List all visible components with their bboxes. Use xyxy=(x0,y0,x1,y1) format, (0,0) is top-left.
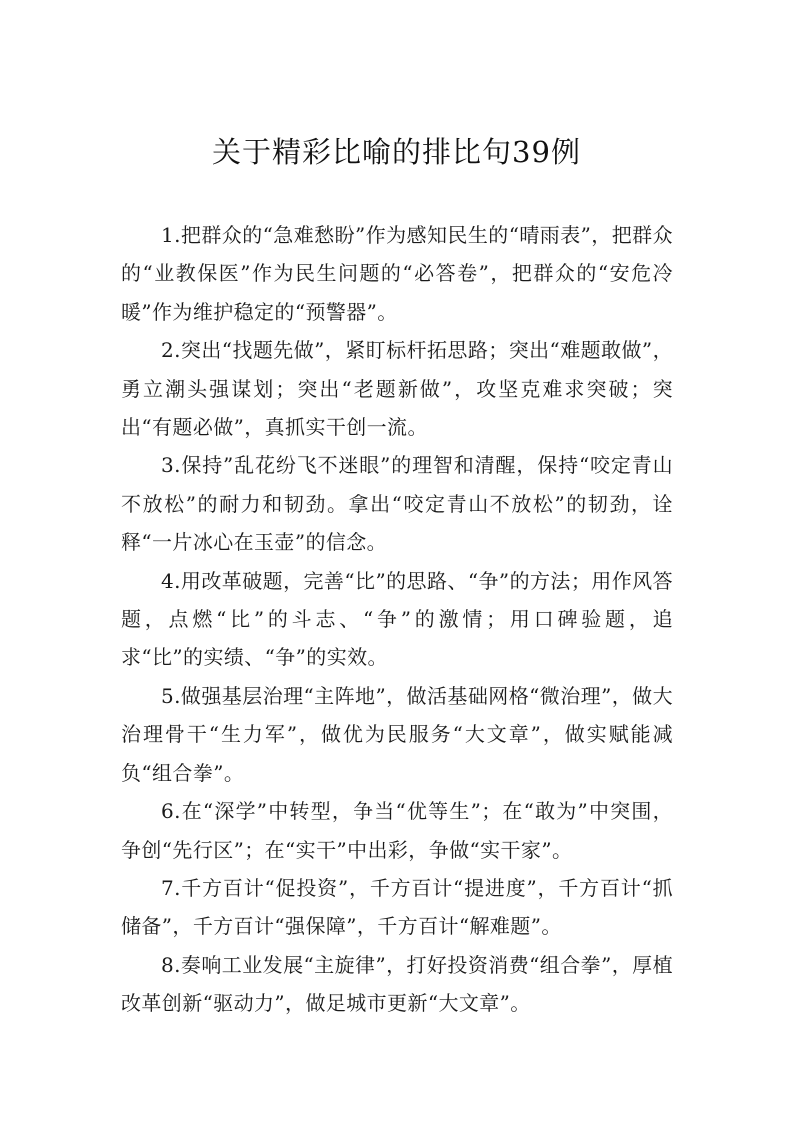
document-title: 关于精彩比喻的排比句39例 xyxy=(212,135,581,169)
paragraph-6: 6.在“深学”中转型，争当“优等生”；在“敢为”中突围，争创“先行区”；在“实干”中出彩，争做“实干家”。 xyxy=(121,799,673,862)
paragraph-8: 8.奏响工业发展“主旋律”，打好投资消费“组合拳”，厚植改革创新“驱动力”，做足城市更新“大文章”。 xyxy=(121,952,673,1016)
paragraph-3: 3.保持”乱花纷飞不迷眼”的理智和清醒，保持“咬定青山不放松”的耐力和韧劲。拿出“咬定青山不放松”的韧劲，诠释“一片冰心在玉壶”的信念。 xyxy=(121,453,673,555)
paragraph-4: 4.用改革破题，完善“比”的思路、“争”的方法；用作风答题，点燃“比”的斗志、“争”的激情；用口碑验题，追求“比”的实绩、“争”的实效。 xyxy=(121,568,673,670)
paragraph-7: 7.千方百计“促投资”，千方百计“提进度”，千方百计“抓储备”，千方百计“强保障”，千方百计“解难题”。 xyxy=(121,875,673,939)
document-body xyxy=(121,216,673,1023)
paragraph-2: 2.突出“找题先做”，紧盯标杆拓思路；突出“难题敢做”，勇立潮头强谋划；突出“老题新做”，攻坚克难求突破；突出“有题必做”，真抓实干创一流。 xyxy=(121,338,673,440)
paragraph-1: 1.把群众的“急难愁盼”作为感知民生的“晴雨表”，把群众的“业教保医”作为民生问题的“必答卷”，把群众的“安危冷暖”作为维护稳定的“预警器”。 xyxy=(121,223,673,324)
paragraph-5: 5.做强基层治理“主阵地”，做活基础网格“微治理”，做大治理骨干“生力军”，做优为民服务“大文章”，做实赋能减负“组合拳”。 xyxy=(121,683,673,785)
